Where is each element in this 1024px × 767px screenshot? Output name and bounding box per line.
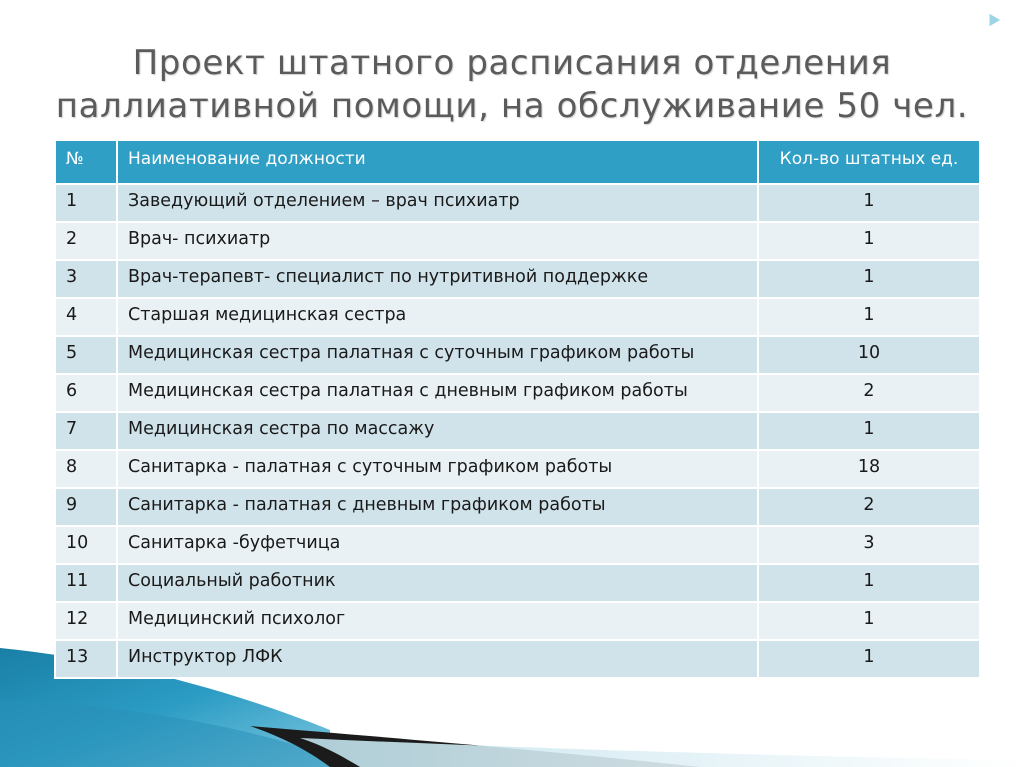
staff-schedule-table [54,139,981,679]
table-row [55,298,980,336]
row-count: 10 [758,336,980,374]
row-num: 7 [55,412,117,450]
page-title [20,42,1004,128]
row-num: 4 [55,298,117,336]
row-num: 9 [55,488,117,526]
row-name: Врач-терапевт- специалист по нутритивной поддержке [117,260,758,298]
table-row [55,336,980,374]
row-count: 1 [758,412,980,450]
row-num: 11 [55,564,117,602]
row-num: 10 [55,526,117,564]
row-name: Санитарка -буфетчица [117,526,758,564]
title-line-1: Проект штатного расписания отделения [132,43,892,83]
title-line-2: паллиативной помощи, на обслуживание 50 чел. [55,86,969,126]
row-num: 8 [55,450,117,488]
header-name: Наименование должности [117,140,758,184]
table-row [55,564,980,602]
row-count: 2 [758,374,980,412]
table-row [55,640,980,678]
row-num: 2 [55,222,117,260]
table-row [55,412,980,450]
play-arrow-icon [989,13,1001,27]
row-num: 12 [55,602,117,640]
row-name: Инструктор ЛФК [117,640,758,678]
row-num: 3 [55,260,117,298]
table-header-row [55,140,980,184]
row-name: Санитарка - палатная с суточным графиком работы [117,450,758,488]
row-name: Медицинская сестра палатная с дневным графиком работы [117,374,758,412]
row-count: 1 [758,184,980,222]
table-row [55,602,980,640]
table-row [55,260,980,298]
row-count: 18 [758,450,980,488]
header-count: Кол-во штатных ед. [758,140,980,184]
table-row [55,450,980,488]
row-name: Старшая медицинская сестра [117,298,758,336]
table-row [55,526,980,564]
row-name: Медицинская сестра палатная с суточным графиком работы [117,336,758,374]
row-count: 1 [758,260,980,298]
row-count: 1 [758,602,980,640]
row-count: 2 [758,488,980,526]
table-row [55,184,980,222]
row-count: 1 [758,564,980,602]
row-num: 5 [55,336,117,374]
row-count: 1 [758,640,980,678]
row-count: 3 [758,526,980,564]
row-name: Заведующий отделением – врач психиатр [117,184,758,222]
header-num: № [55,140,117,184]
row-name: Санитарка - палатная с дневным графиком работы [117,488,758,526]
row-count: 1 [758,222,980,260]
table-row [55,222,980,260]
row-name: Медицинский психолог [117,602,758,640]
row-name: Врач- психиатр [117,222,758,260]
row-name: Медицинская сестра по массажу [117,412,758,450]
table-row [55,488,980,526]
row-count: 1 [758,298,980,336]
row-num: 1 [55,184,117,222]
table-row [55,374,980,412]
row-num: 6 [55,374,117,412]
row-num: 13 [55,640,117,678]
row-name: Социальный работник [117,564,758,602]
